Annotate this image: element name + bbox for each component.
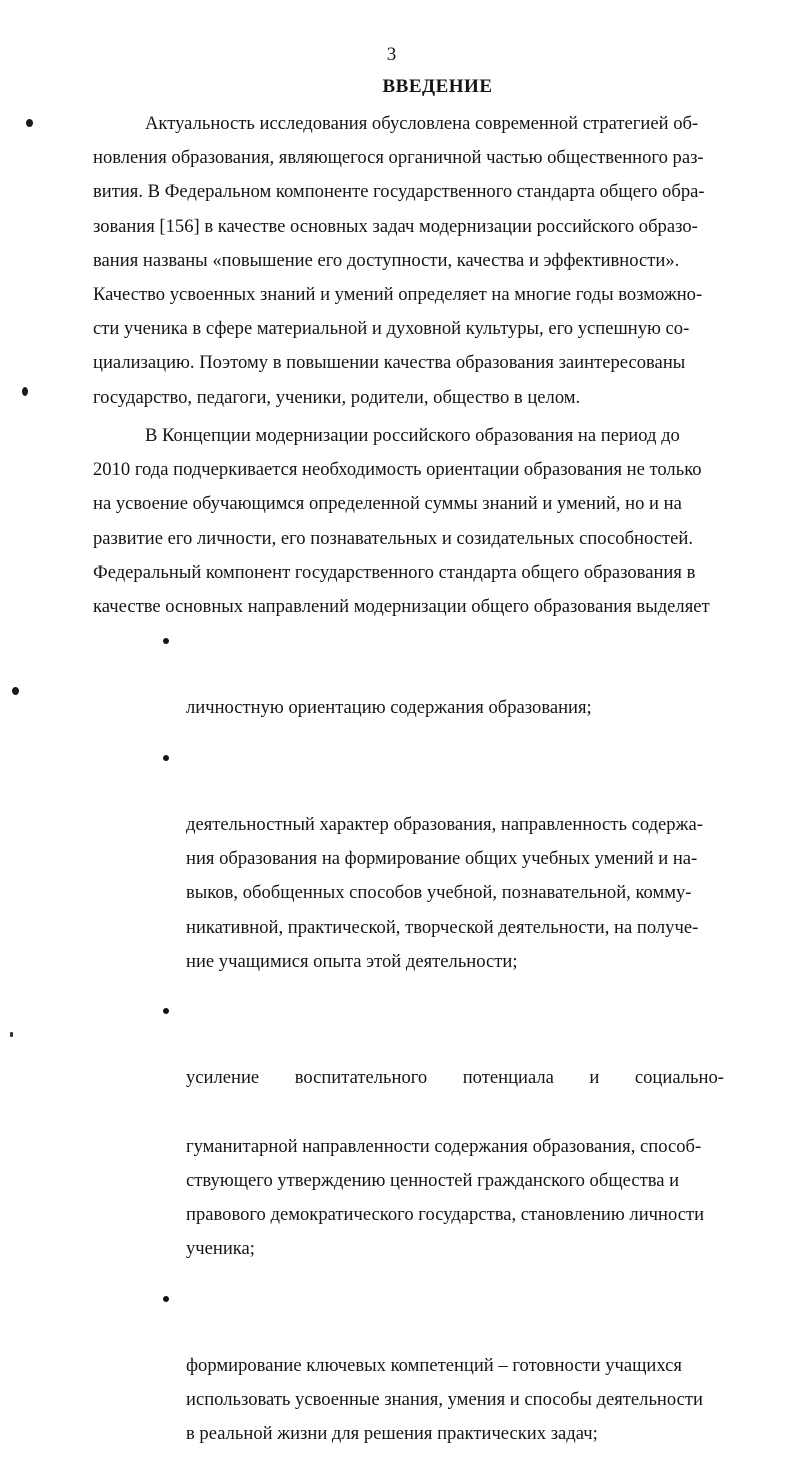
bullet-icon [163, 1008, 169, 1014]
word: усиление [186, 1067, 260, 1089]
word: потенциала [462, 1067, 554, 1089]
word: и [589, 1067, 600, 1089]
word: социально- [634, 1067, 724, 1089]
paragraph-text: Актуальность исследования обусловлена современной стратегией об- новления образования, являющегося органичной частью общественного раз- вития. В Федеральном компоненте государственного стандарта общего обра- зования [156] в качестве основных задач модернизации российского образо- вания названы «повышение его доступности, качества и эффективности». Качество усвоенных знаний и умений определяет на многие годы возможно- сти ученика в сфере материальной и духовной культуры, его успешную со- циализацию. Поэтому в повышении качества образования заинтересованы государство, педагоги, ученики, родители, общество в целом. [93, 113, 705, 408]
margin-dot-mark [12, 687, 19, 695]
list-item-text: личностную ориентацию содержания образования; [186, 697, 592, 719]
list-item [186, 623, 724, 726]
list-item [186, 993, 724, 1267]
list-item-text: деятельностный характер образования, направленность содержа- ния образования на формирование общих учебных умений и на- выков, обобщенных способов учебной, познавательной, комму- никативной, практической, творческой деятельности, на получе- ние учащимися опыта этой деятельности; [186, 814, 703, 972]
list-item [186, 1281, 724, 1452]
bullet-icon [163, 1296, 169, 1302]
margin-tick-mark [10, 1032, 13, 1037]
margin-dot-mark [26, 119, 33, 127]
bullet-icon [163, 755, 169, 761]
paragraph-text: В Концепции модернизации российского образования на период до 2010 года подчеркивается необходимость ориентации образования не только на усвоение обучающимся определенной суммы знаний и умений, но и на развитие его личности, его познавательных и созидательных способностей. Федеральный компонент государственного стандарта общего образования в качестве основных направлений модернизации общего образования выделяет [93, 425, 710, 618]
list-item-text: гуманитарной направленности содержания образования, способ- ствующего утверждению ценностей гражданского общества и правового демократического государства, становлению личности ученика; [186, 1135, 705, 1260]
list-item [186, 740, 724, 979]
margin-dot-mark [22, 387, 28, 396]
page-number: 3 [386, 44, 397, 65]
page-title: ВВЕДЕНИЕ [382, 76, 493, 97]
list-item-first-line [186, 1061, 724, 1095]
paragraph-relevance [93, 107, 724, 415]
paragraph-concept [93, 419, 724, 624]
directions-list [186, 623, 724, 1466]
word: воспитательного [294, 1067, 428, 1089]
list-item-text: формирование ключевых компетенций – готовности учащихся использовать усвоенные знания, умения и способы деятельности в реальной жизни для решения практических задач; [186, 1355, 703, 1445]
bullet-icon [163, 638, 169, 644]
